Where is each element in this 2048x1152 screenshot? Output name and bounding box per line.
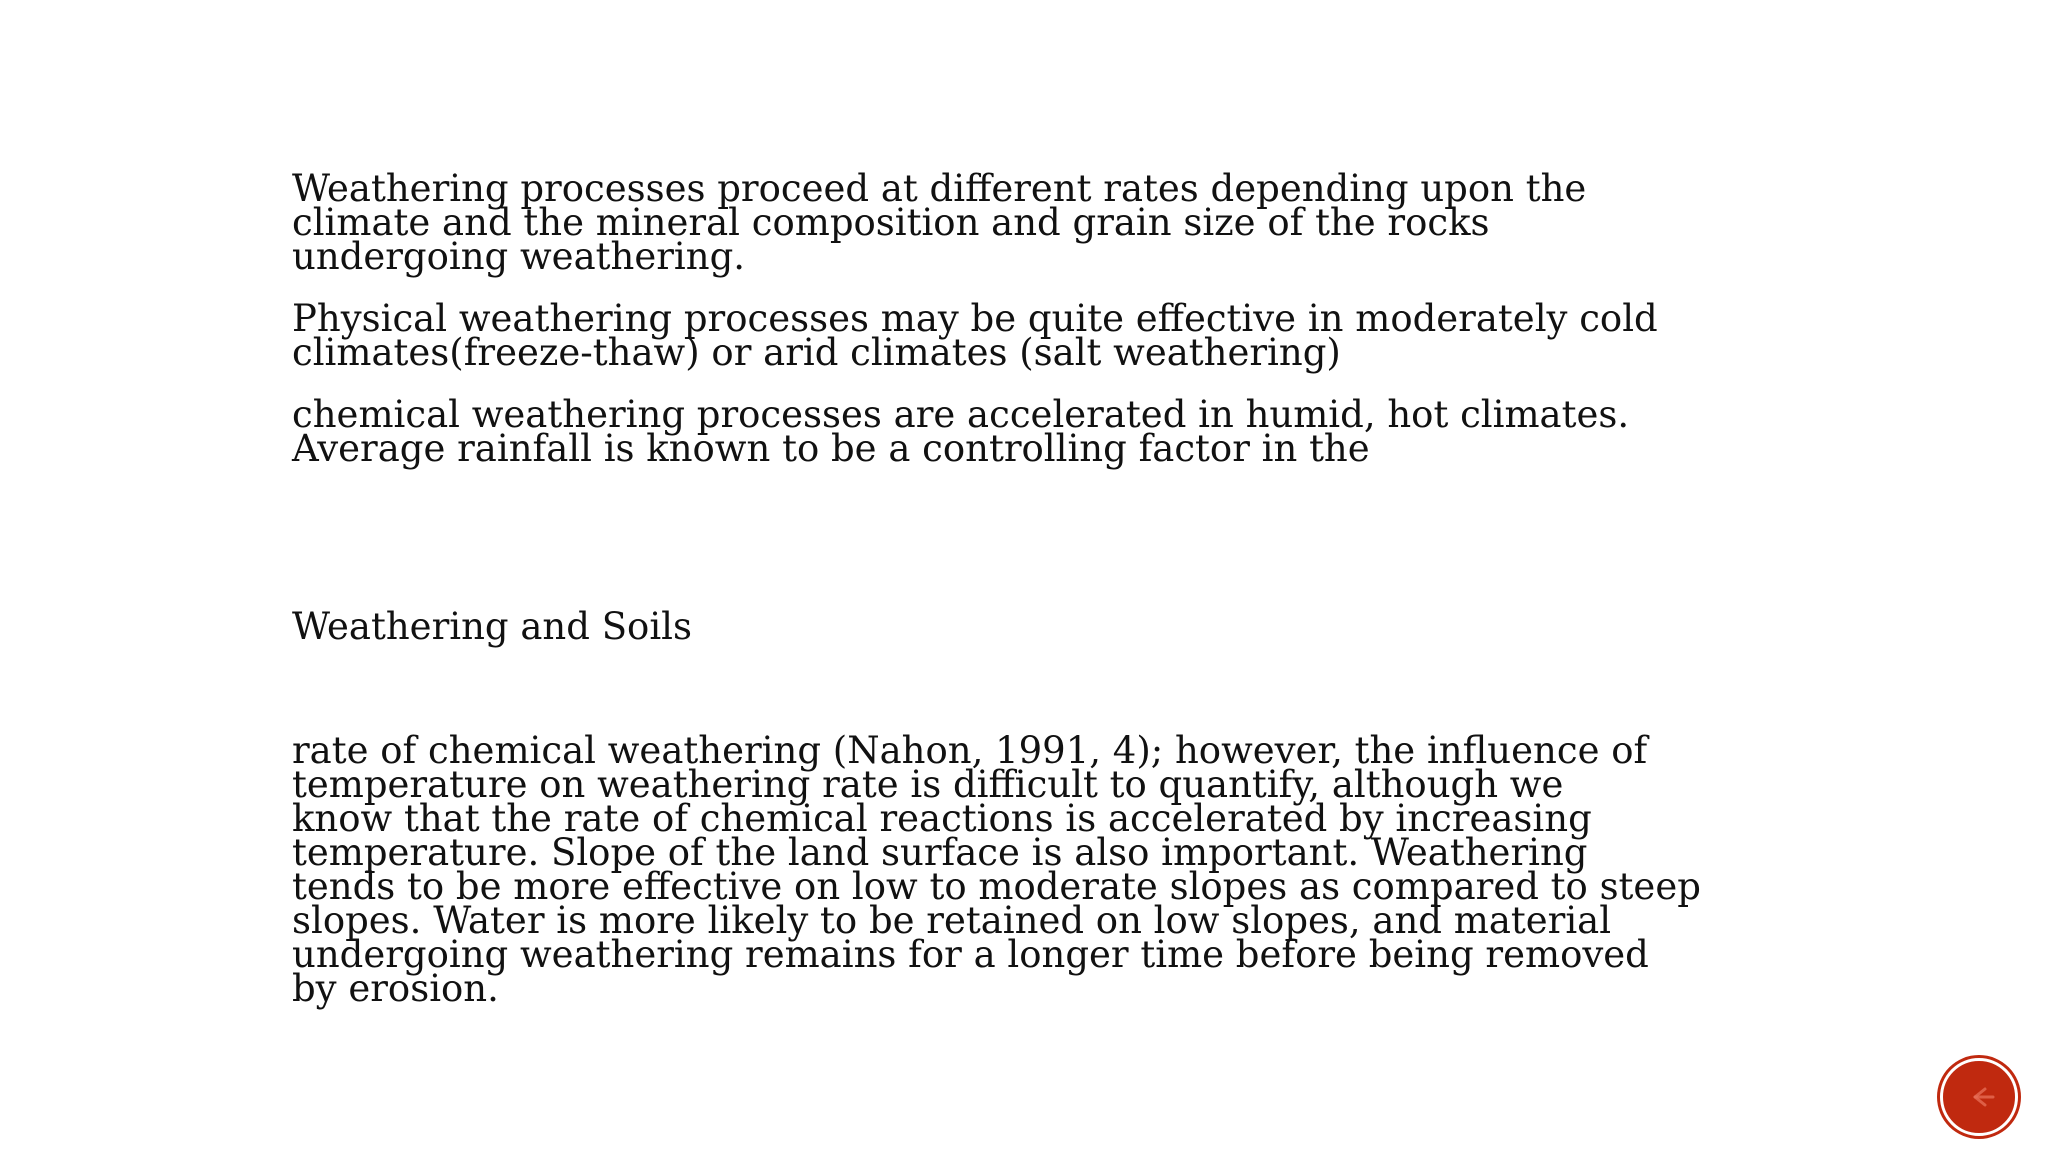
navigation-button[interactable] — [1940, 1058, 2018, 1136]
paragraph-physical-weathering: Physical weathering processes may be quite effective in moderately cold climates(freeze-thaw) or arid climates (salt weathering) — [292, 297, 1658, 374]
paragraph-weathering-rates: Weathering processes proceed at different rates depending upon the climate and the mineral composition and grain size of the rocks undergoing weathering. — [292, 167, 1587, 278]
paragraph-rate-of-chemical-weathering: rate of chemical weathering (Nahon, 1991, 4); however, the influence of temperature on weathering rate is difficult to quantify, although we know that the rate of chemical reactions is accelerated by increasing temperature. Slope of the land surface is also important. Weathering tends to be more effective on low to moderate slopes as compared to steep slopes. Water is more likely to be retained on low slopes, and material undergoing weathering remains for a longer time before being removed by erosion. — [292, 729, 1701, 1010]
paragraph-chemical-weathering: chemical weathering processes are accelerated in humid, hot climates. Average rainfall is known to be a controlling factor in the — [292, 393, 1630, 470]
section-heading: Weathering and Soils — [292, 605, 692, 648]
back-arrow-icon — [1955, 1073, 2003, 1121]
